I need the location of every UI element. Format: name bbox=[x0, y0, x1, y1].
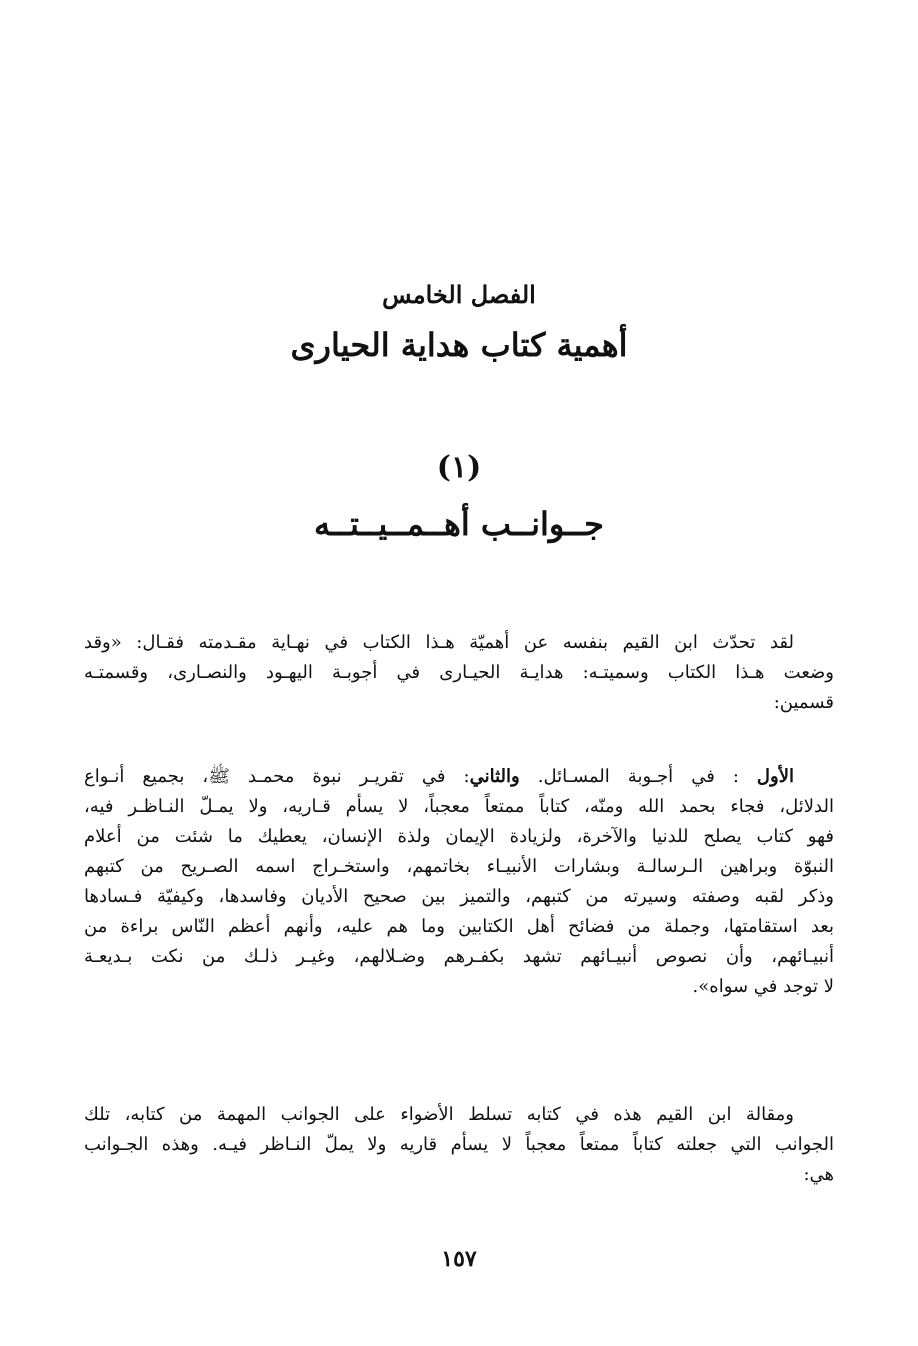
text-line: وضعت هـذا الكتاب وسميتـه: هدايـة الحيـارى في أجوبـة اليهـود والنصـارى، وقسمتـه bbox=[84, 662, 834, 683]
chapter-title: أهمية كتاب هداية الحيارى bbox=[290, 326, 628, 364]
text-line: الدلائل، فجاء بحمد الله ومنّه، كتاباً ممتعاً معجباً، لا يسأم قـاريه، ولا يمـلّ النـاظـر فيه، bbox=[84, 796, 834, 817]
text-line: أنبيـائهم، وأن نصوص أنبيـائهم تشهد بكفـرهم وضـلالهم، وغيـر ذلـك من نكت بـديعـة bbox=[84, 946, 834, 967]
text-line: فهو كتاب يصلح للدنيا والآخرة، ولزيادة الإيمان ولذة الإنسان، يعطيك ما شئت من أعلام bbox=[84, 826, 834, 847]
text-line: لا توجد في سواه». bbox=[692, 976, 834, 997]
text-line: لقد تحدّث ابن القيم بنفسه عن أهميّة هـذا الكتاب في نهـاية مقـدمته فقـال: «وقد bbox=[84, 632, 794, 653]
text-line: قسمين: bbox=[773, 692, 834, 713]
chapter-label: الفصل الخامس bbox=[382, 280, 536, 309]
section-number: (١) bbox=[436, 450, 482, 485]
text-line: بعد استقامتها، وجملة من فضائح أهل الكتابين وما هم عليه، وأنهم أعظم النّاس براءة من bbox=[84, 916, 834, 937]
text-line: هي: bbox=[803, 1164, 834, 1185]
text-line: الجوانب التي جعلته كتاباً ممتعاً معجباً لا يسأم قاريه ولا يملّ النـاظر فيـه. وهذه الجـوانب bbox=[84, 1134, 834, 1155]
paragraph-commentary bbox=[84, 1100, 834, 1190]
paragraph-intro bbox=[84, 628, 834, 718]
page-number: ١٥٧ bbox=[441, 1246, 477, 1272]
paragraph-quote bbox=[84, 762, 834, 1002]
term-first: الأول bbox=[756, 766, 794, 787]
section-title: جــوانــب أهــمــيــتــه bbox=[314, 505, 604, 543]
term-second-text: : في تقريـر نبوة محمـد ﷺ، بجميع أنـواع bbox=[84, 766, 470, 787]
term-first-text: : في أجـوبة المسـائل. bbox=[537, 766, 739, 787]
text-line: النبوّة وبراهين الـرسالـة وبشارات الأنبيـاء بخاتمهم، واستخـراج اسمه الصـريح من كتبهم bbox=[84, 856, 834, 877]
term-second: والثاني bbox=[469, 766, 520, 787]
text-line bbox=[84, 762, 834, 792]
text-line: وذكر لقبه وصفته وسيرته من كتبهم، والتميز بين صحيح الأديان وفاسدها، وكيفيّة فـسادها bbox=[84, 886, 834, 907]
text-line: ومقالة ابن القيم هذه في كتابه تسلط الأضواء على الجوانب المهمة من كتابه، تلك bbox=[84, 1104, 794, 1125]
